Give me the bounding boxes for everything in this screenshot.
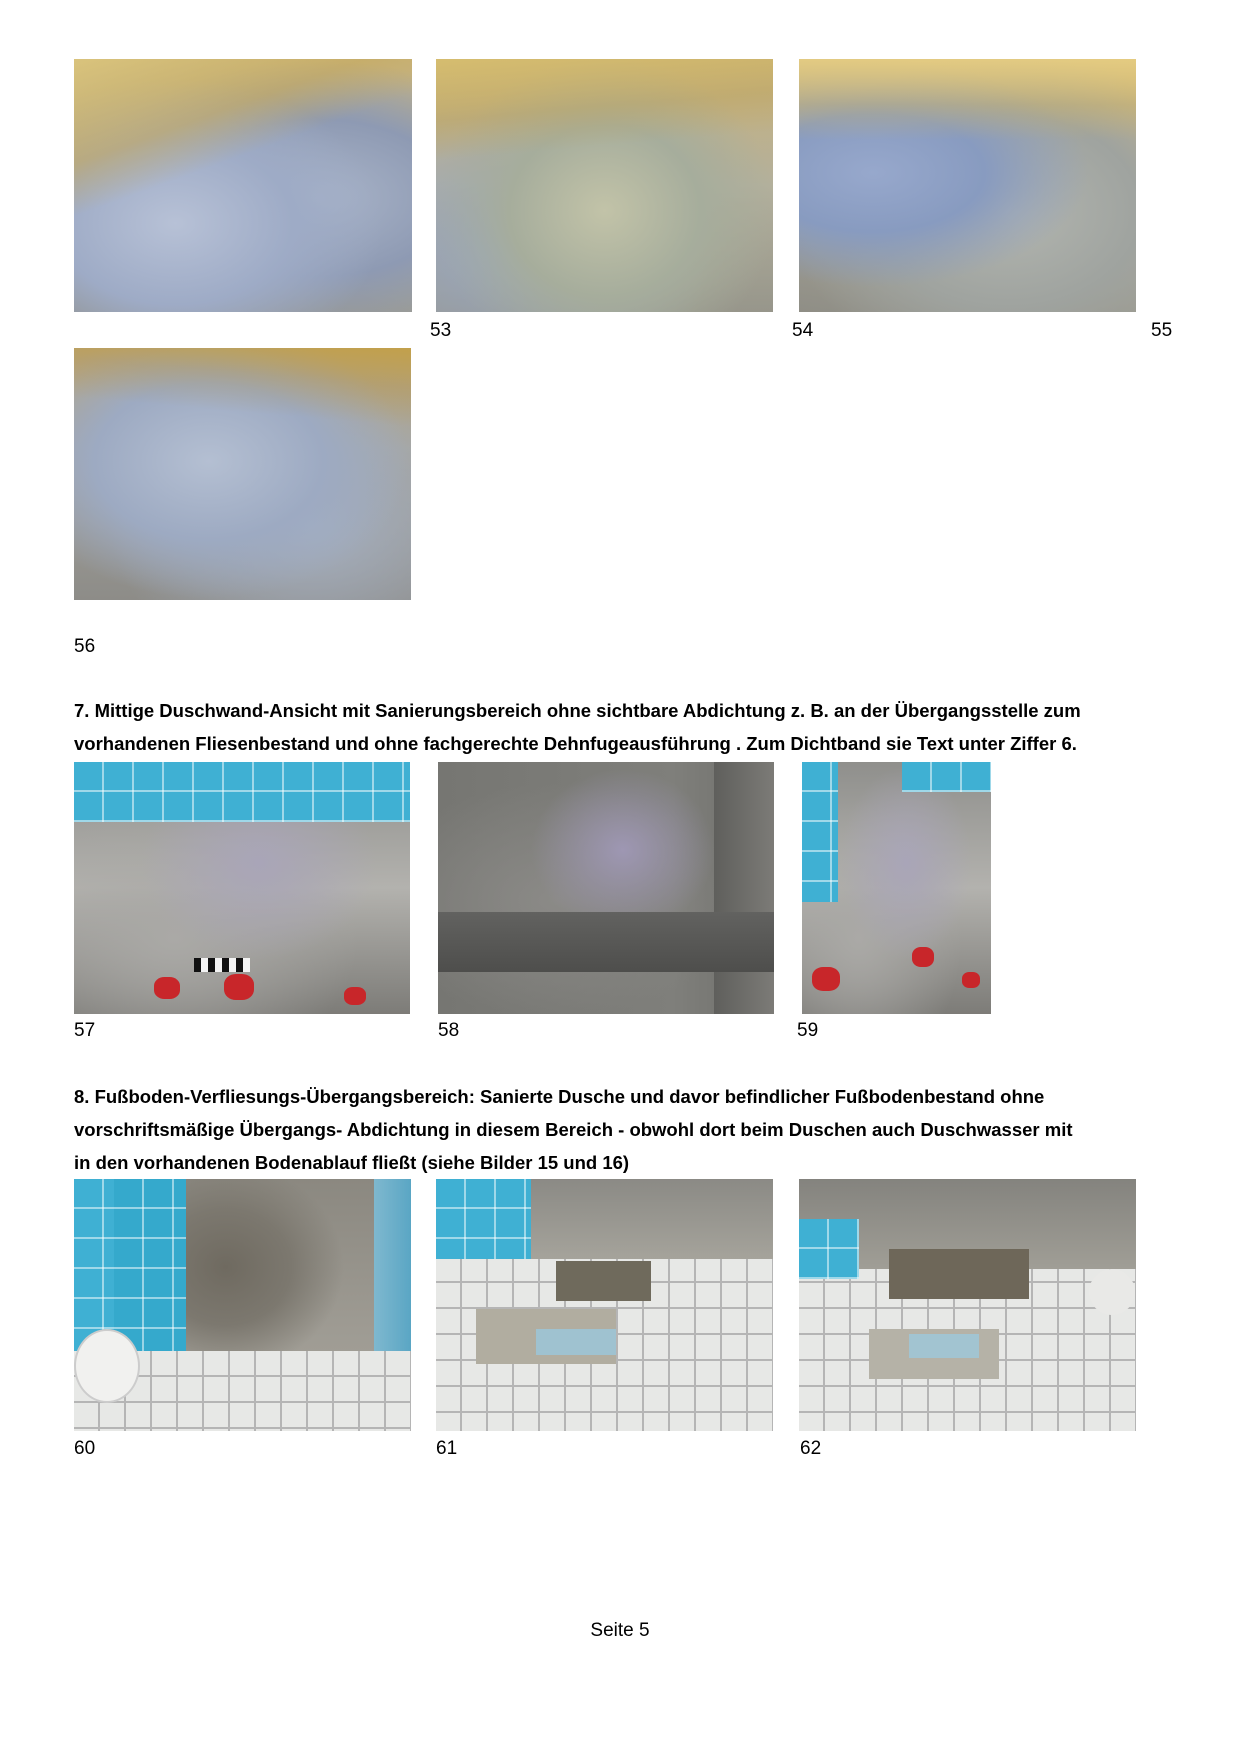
photo-peeled-coating-4 bbox=[74, 348, 411, 600]
section-8-line-1: 8. Fußboden-Verfliesungs-Übergangsbereich: Sanierte Dusche und davor befindlicher Fußbodenbestand ohne bbox=[74, 1086, 1045, 1107]
photo-floor-transition-2 bbox=[799, 1179, 1136, 1431]
section-8-line-3: in den vorhandenen Bodenablauf fließt (siehe Bilder 15 und 16) bbox=[74, 1152, 630, 1173]
photo-caption-60: 60 bbox=[74, 1438, 96, 1459]
section-7-heading bbox=[74, 694, 1184, 760]
section-8-heading bbox=[74, 1080, 1184, 1179]
photo-peeled-coating-2 bbox=[436, 59, 773, 312]
photo-shower-floor-1 bbox=[74, 1179, 411, 1431]
photo-caption-54: 54 bbox=[792, 320, 814, 341]
photo-floor-transition-1 bbox=[436, 1179, 773, 1431]
photo-peeled-coating-3 bbox=[799, 59, 1136, 312]
photo-shower-wall-1 bbox=[74, 762, 410, 1014]
photo-caption-53: 53 bbox=[430, 320, 452, 341]
photo-caption-55: 55 bbox=[1151, 320, 1173, 341]
photo-caption-57: 57 bbox=[74, 1020, 96, 1041]
photo-caption-56: 56 bbox=[74, 636, 96, 657]
photo-caption-62: 62 bbox=[800, 1438, 822, 1459]
photo-shower-wall-2 bbox=[438, 762, 774, 1014]
photo-peeled-coating-1 bbox=[74, 59, 412, 312]
section-8-line-2: vorschriftsmäßige Übergangs- Abdichtung in diesem Bereich - obwohl dort beim Duschen auch Duschwasser mit bbox=[74, 1119, 1073, 1140]
photo-caption-61: 61 bbox=[436, 1438, 458, 1459]
section-7-line-2: vorhandenen Fliesenbestand und ohne fachgerechte Dehnfugeausführung . Zum Dichtband sie Text unter Ziffer 6. bbox=[74, 733, 1077, 754]
photo-caption-58: 58 bbox=[438, 1020, 460, 1041]
photo-caption-59: 59 bbox=[797, 1020, 819, 1041]
photo-shower-wall-3 bbox=[802, 762, 991, 1014]
page-number: Seite 5 bbox=[590, 1620, 650, 1641]
section-7-line-1: 7. Mittige Duschwand-Ansicht mit Sanierungsbereich ohne sichtbare Abdichtung z. B. an der Übergangsstelle zum bbox=[74, 700, 1081, 721]
